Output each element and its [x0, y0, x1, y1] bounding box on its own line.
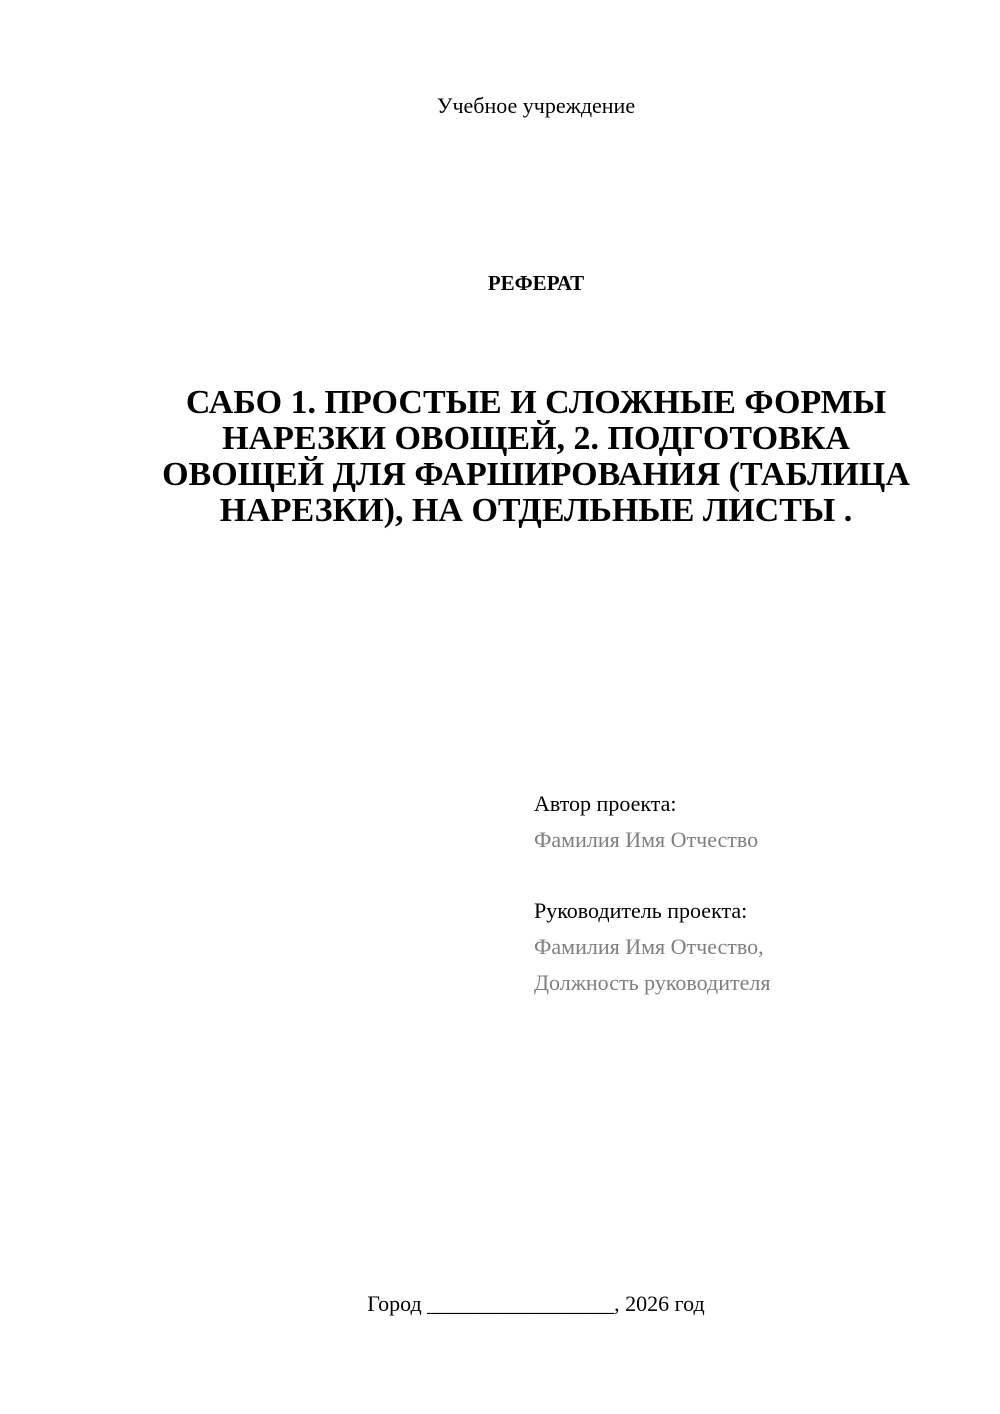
supervisor-position: Должность руководителя	[534, 970, 771, 995]
author-block	[534, 786, 954, 858]
document-type: РЕФЕРАТ	[487, 271, 585, 295]
author-label: Автор проекта:	[534, 791, 677, 816]
supervisor-name: Фамилия Имя Отчество,	[534, 934, 764, 959]
supervisor-block	[534, 893, 954, 1001]
supervisor-label: Руководитель проекта:	[534, 898, 748, 923]
city-year-footer: Город _________________, 2026 год	[367, 1291, 705, 1316]
document-title: САБО 1. ПРОСТЫЕ И СЛОЖНЫЕ ФОРМЫ НАРЕЗКИ ОВОЩЕЙ, 2. ПОДГОТОВКА ОВОЩЕЙ ДЛЯ ФАРШИРОВАНИЯ (ТАБЛИЦА НАРЕЗКИ), НА ОТДЕЛЬНЫЕ ЛИСТЫ .	[162, 384, 910, 529]
author-name: Фамилия Имя Отчество	[534, 827, 759, 852]
institution-name: Учебное учреждение	[436, 93, 636, 118]
